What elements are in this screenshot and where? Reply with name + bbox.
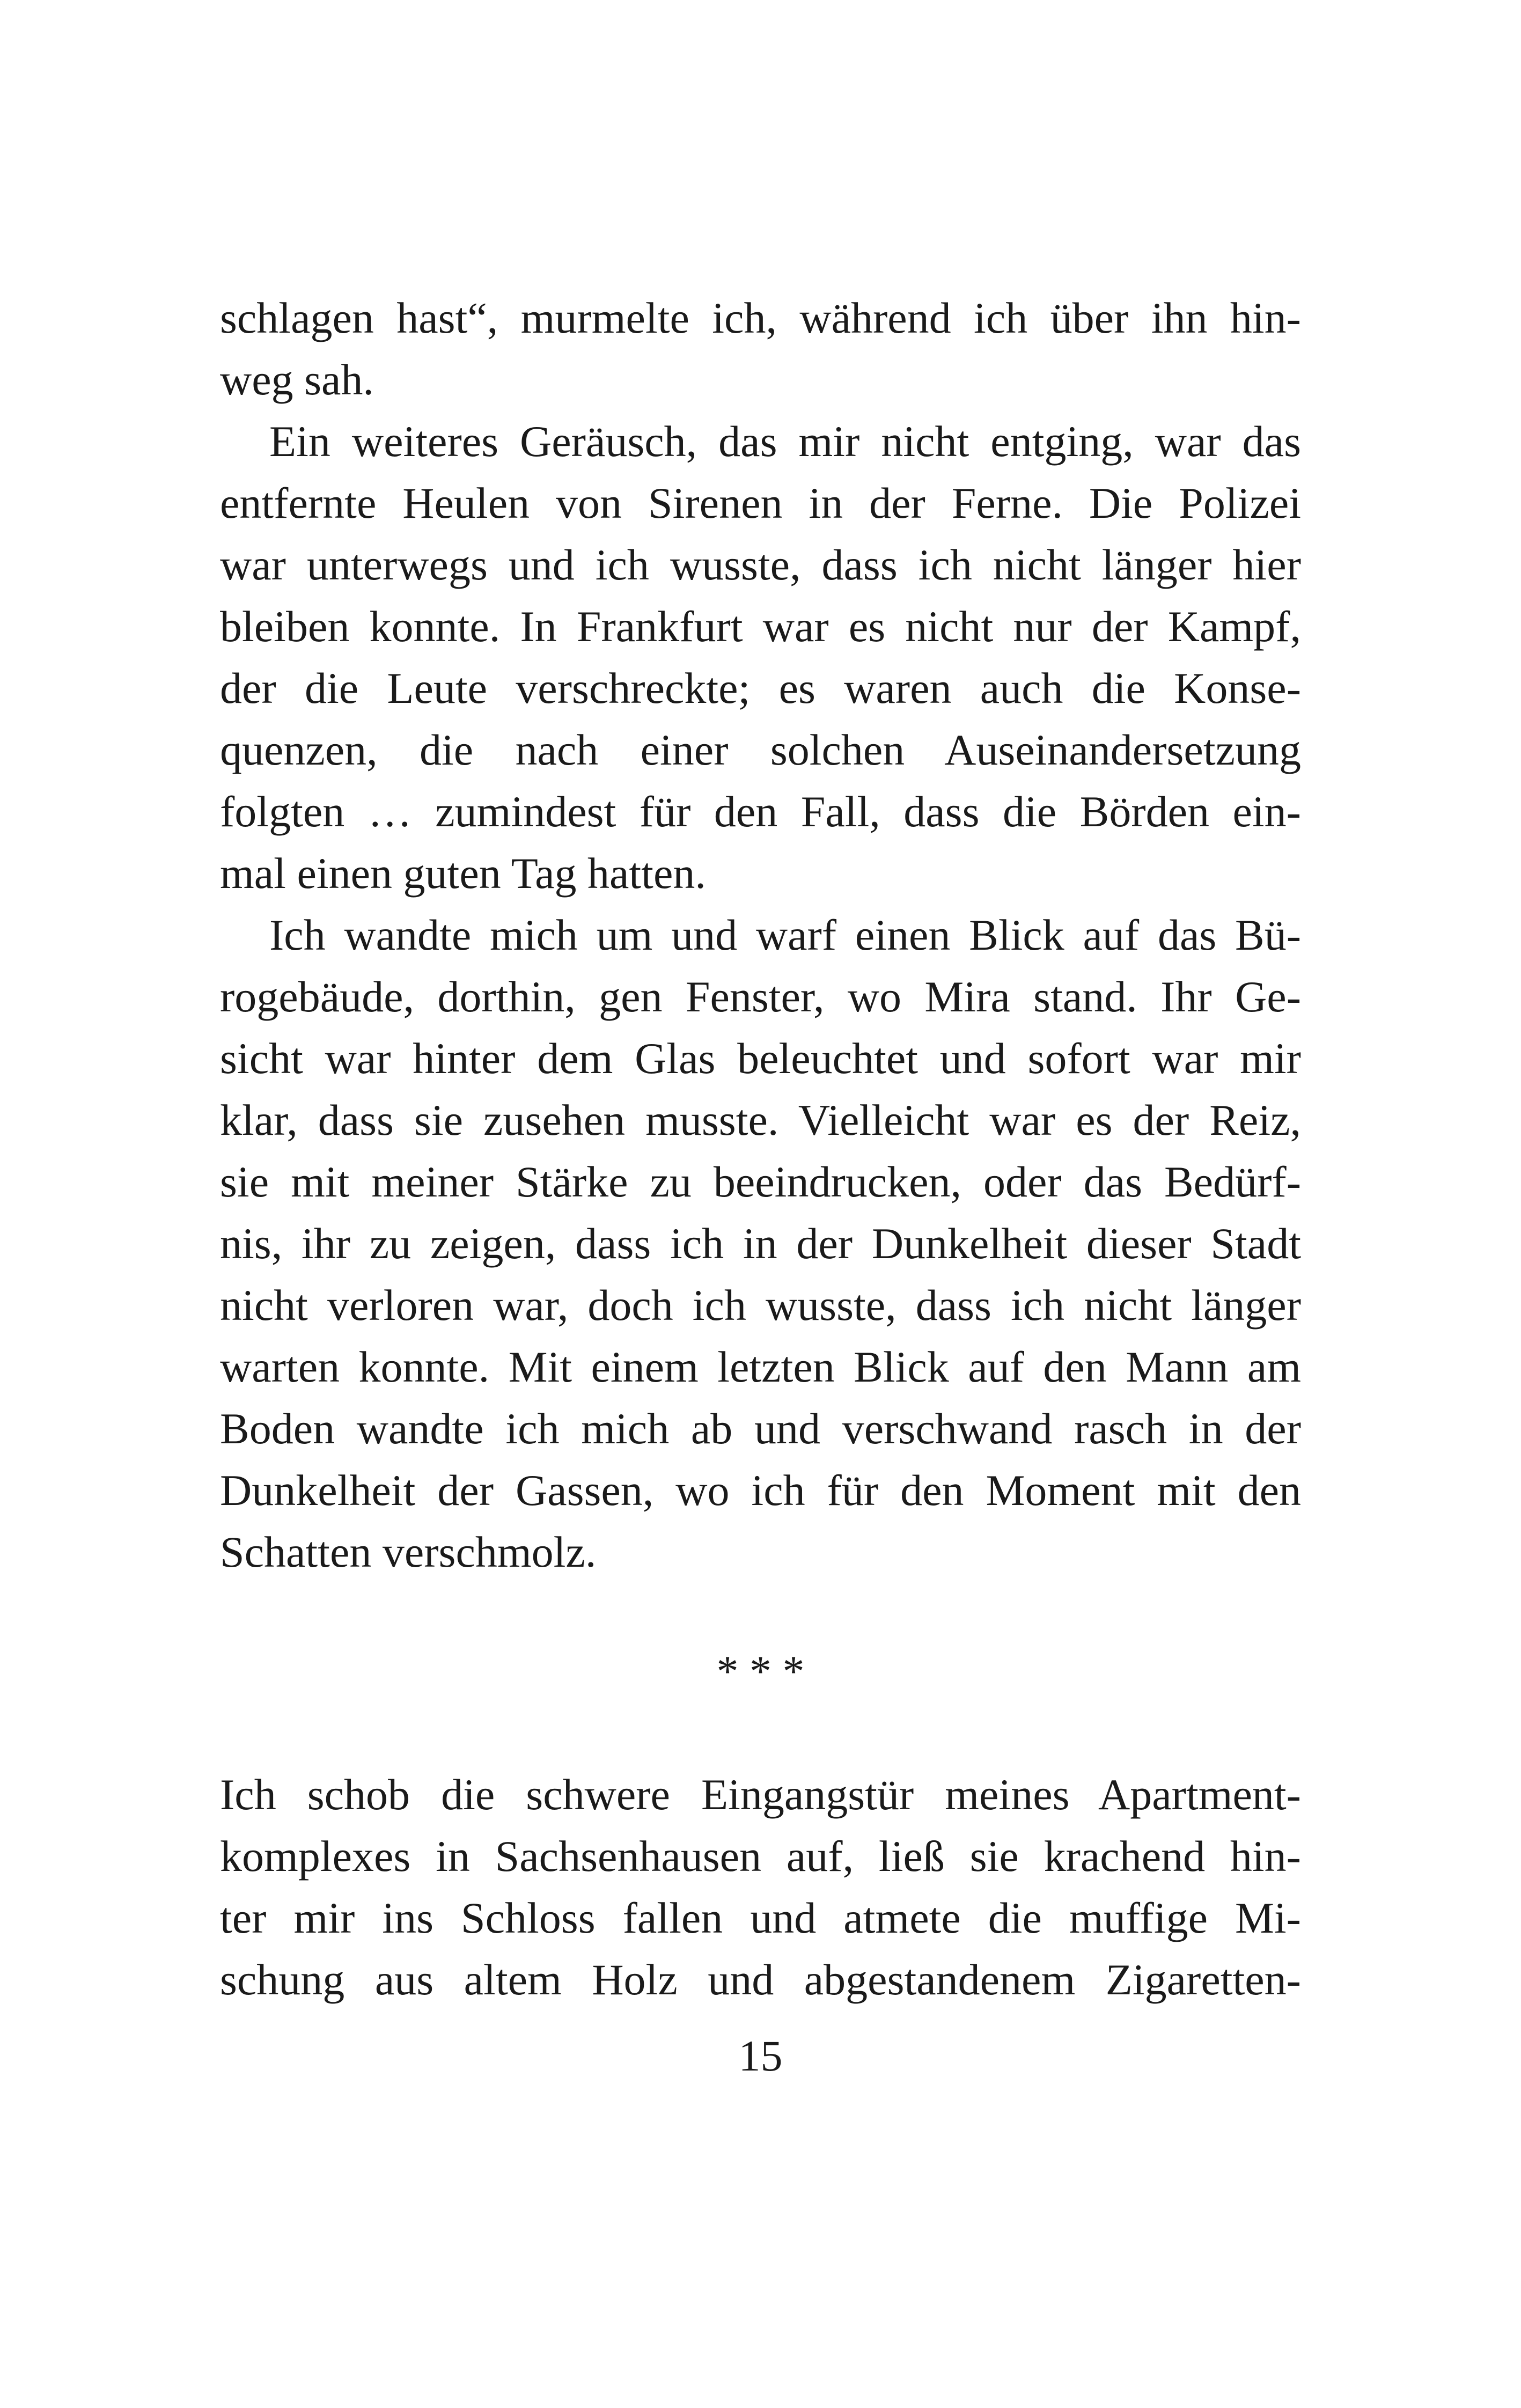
text-line: Schatten verschmolz.	[220, 1528, 597, 1576]
text-line: rogebäude, dorthin, gen Fenster, wo Mira stand. Ihr Ge-	[220, 972, 1301, 1021]
text-line: Ein weiteres Geräusch, das mir nicht entging, war das	[269, 417, 1301, 466]
text-line: Dunkelheit der Gassen, wo ich für den Moment mit den	[220, 1466, 1301, 1515]
text-line: Ich wandte mich um und warf einen Blick auf das Bü-	[269, 911, 1301, 959]
text-line: bleiben konnte. In Frankfurt war es nicht nur der Kampf,	[220, 602, 1301, 651]
text-section-2	[220, 1764, 1301, 2010]
text-line: folgten … zumindest für den Fall, dass die Börden ein-	[220, 787, 1301, 836]
section-divider: * * *	[716, 1647, 805, 1695]
text-line: schung aus altem Holz und abgestandenem Zigaretten-	[220, 1955, 1301, 2004]
text-line: Ich schob die schwere Eingangstür meines Apartment-	[220, 1770, 1301, 1819]
text-section-1	[220, 287, 1301, 1583]
text-line: mal einen guten Tag hatten.	[220, 849, 706, 898]
text-line: Boden wandte ich mich ab und verschwand rasch in der	[220, 1404, 1301, 1453]
text-line: weg sah.	[220, 355, 374, 404]
text-line: warten konnte. Mit einem letzten Blick auf den Mann am	[220, 1342, 1301, 1391]
text-line: nicht verloren war, doch ich wusste, dass ich nicht länger	[220, 1281, 1301, 1330]
text-line: ter mir ins Schloss fallen und atmete die muffige Mi-	[220, 1893, 1301, 1942]
text-line: schlagen hast“, murmelte ich, während ich über ihn hin-	[220, 293, 1301, 342]
text-line: der die Leute verschreckte; es waren auch die Konse-	[220, 664, 1301, 713]
text-line: sicht war hinter dem Glas beleuchtet und sofort war mir	[220, 1034, 1301, 1083]
text-line: quenzen, die nach einer solchen Auseinandersetzung	[220, 725, 1301, 774]
text-line: klar, dass sie zusehen musste. Vielleicht war es der Reiz,	[220, 1096, 1301, 1144]
text-line: komplexes in Sachsenhausen auf, ließ sie krachend hin-	[220, 1832, 1301, 1881]
page-number: 15	[738, 2031, 783, 2080]
text-line: entfernte Heulen von Sirenen in der Ferne. Die Polizei	[220, 479, 1301, 527]
text-line: sie mit meiner Stärke zu beeindrucken, oder das Bedürf-	[220, 1157, 1301, 1206]
text-line: war unterwegs und ich wusste, dass ich nicht länger hier	[220, 540, 1301, 589]
text-line: nis, ihr zu zeigen, dass ich in der Dunkelheit dieser Stadt	[220, 1219, 1301, 1268]
